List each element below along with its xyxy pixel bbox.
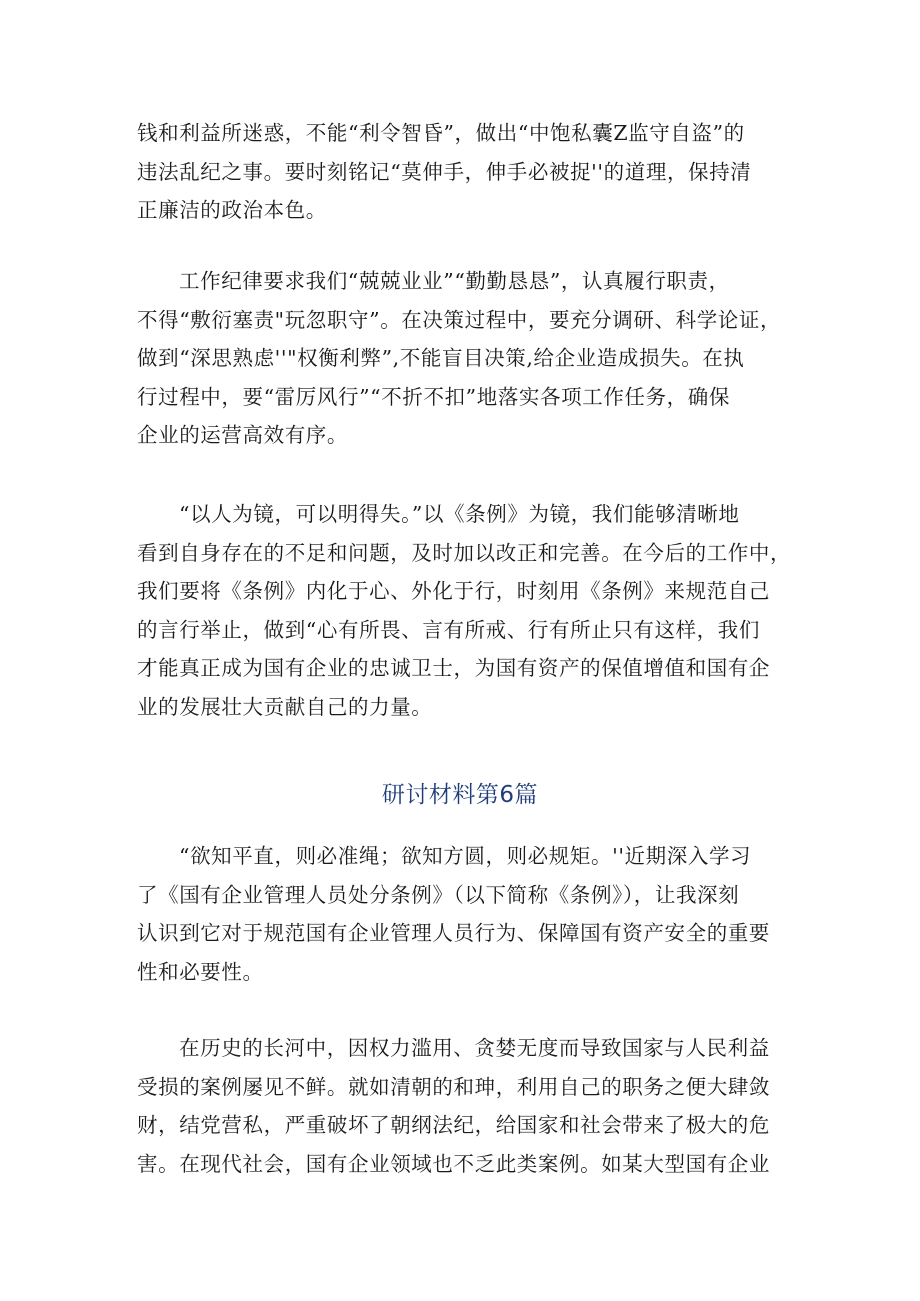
text-line: 工作纪律要求我们“兢兢业业”“勤勤恳恳”，认真履行职责， bbox=[179, 269, 730, 293]
paragraph-4 bbox=[137, 837, 797, 991]
text-line: 行过程中，要“雷厉风行”“不折不扣”地落实各项工作任务，确保 bbox=[137, 384, 730, 409]
text-line: 害。在现代社会，国有企业领域也不乏此类案例。如某大型国有企业 bbox=[137, 1151, 770, 1176]
text-line: 违法乱纪之事。要时刻铭记“莫伸手，伸手必被捉''的道理，保持清 bbox=[137, 159, 752, 184]
text-line: 财，结党营私，严重破坏了朝纲法纪，给国家和社会带来了极大的危 bbox=[137, 1113, 770, 1137]
text-line: 我们要将《条例》内化于心、外化于行，时刻用《条例》来规范自己 bbox=[137, 579, 770, 603]
text-line: 受损的案例屡见不鲜。就如清朝的和珅，利用自己的职务之便大肆敛 bbox=[137, 1074, 770, 1099]
text-line: 看到自身存在的不足和问题，及时加以改正和完善。在今后的工作中， bbox=[137, 540, 792, 565]
text-line: “以人为镜，可以明得失。”以《条例》为镜，我们能够清晰地 bbox=[179, 502, 740, 526]
text-line: 正廉洁的政治本色。 bbox=[137, 198, 327, 222]
text-line: 企业的运营高效有序。 bbox=[137, 423, 348, 447]
paragraph-5 bbox=[137, 1029, 797, 1183]
text-line: “欲知平直，则必准绳；欲知方圆，则必规矩。''近期深入学习 bbox=[179, 844, 752, 868]
paragraph-3 bbox=[137, 495, 797, 726]
text-line: 在历史的长河中，因权力滥用、贪婪无度而导致国家与人民利益 bbox=[179, 1036, 770, 1060]
text-line: 业的发展壮大贡献自己的力量。 bbox=[137, 694, 433, 719]
section-heading: 研讨材料第6篇 bbox=[381, 782, 539, 808]
paragraph-1 bbox=[137, 114, 797, 230]
text-line: 了《国有企业管理人员处分条例》（以下简称《条例》），让我深刻 bbox=[137, 882, 740, 907]
paragraph-2 bbox=[137, 262, 797, 455]
text-line: 不得“敷衍塞责"玩忽职守”。在决策过程中，要充分调研、科学论证， bbox=[137, 307, 782, 332]
text-line: 钱和利益所迷惑，不能“利令智昏”，做出“中饱私囊Z监守自盗”的 bbox=[137, 121, 745, 145]
text-line: 做到“深思熟虑''"权衡利弊”,不能盲目决策,给企业造成损失。在执 bbox=[137, 346, 745, 370]
text-line: 认识到它对于规范国有企业管理人员行为、保障国有资产安全的重要 bbox=[137, 921, 770, 945]
text-line: 性和必要性。 bbox=[137, 959, 264, 984]
text-line: 的言行举止，做到“心有所畏、言有所戒、行有所止只有这样，我们 bbox=[137, 617, 760, 642]
text-line: 才能真正成为国有企业的忠诚卫士，为国有资产的保值增值和国有企 bbox=[137, 656, 770, 680]
